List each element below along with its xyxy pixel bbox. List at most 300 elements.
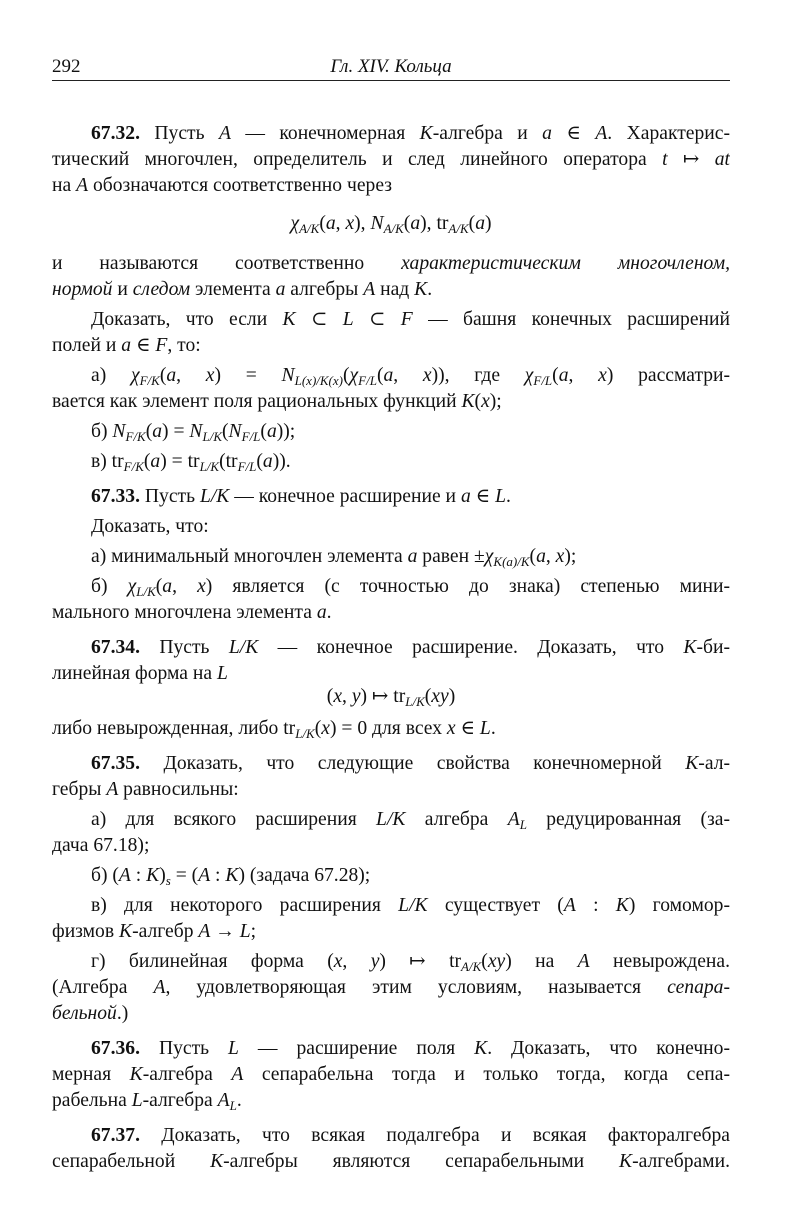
- italic-text: A: [106, 779, 119, 800]
- text-segment: ,: [342, 951, 371, 972]
- subscript: A/K: [383, 221, 404, 236]
- text-segment: , то:: [167, 335, 201, 356]
- text-segment: -би-: [696, 637, 730, 658]
- text-segment: →: [210, 921, 240, 942]
- text-segment: ) = 0 для всех: [329, 718, 447, 739]
- text-segment: Пусть: [139, 637, 229, 658]
- text-segment: :: [575, 895, 616, 916]
- text-segment: полей и: [52, 335, 122, 356]
- text-segment: ,: [393, 365, 423, 386]
- italic-text: a: [316, 602, 327, 623]
- display-formula: [52, 684, 730, 710]
- italic-text: a: [266, 421, 277, 442]
- italic-text: a: [558, 365, 569, 386]
- text-line: [52, 919, 730, 945]
- italic-text: N: [370, 213, 384, 234]
- item-paragraph: [52, 544, 730, 570]
- item-paragraph: [52, 807, 730, 859]
- problem-paragraph: [52, 635, 730, 742]
- italic-text: F: [400, 309, 413, 330]
- text-segment: Пусть: [139, 486, 200, 507]
- subscript: F/L: [533, 373, 553, 388]
- italic-text: a: [407, 546, 418, 567]
- subscript: L: [229, 1098, 237, 1113]
- text-segment: сепарабельной: [52, 1151, 211, 1172]
- italic-text: x: [333, 951, 343, 972]
- italic-text: t: [662, 149, 668, 170]
- text-segment: Доказать, что:: [91, 516, 209, 537]
- text-line: [52, 1001, 730, 1027]
- italic-text: L: [495, 486, 506, 507]
- text-segment: ) рассматри-: [606, 365, 730, 386]
- italic-text: a: [536, 546, 546, 567]
- text-segment: -алгебрами.: [632, 1151, 730, 1172]
- italic-text: A: [363, 279, 376, 300]
- text-segment: -алгебры являются сепарабельными: [223, 1151, 619, 1172]
- italic-text: K: [683, 637, 697, 658]
- item-paragraph: [52, 893, 730, 945]
- text-segment: (: [143, 451, 151, 472]
- text-segment: , удовлетворяющая этим условиям, называется: [165, 977, 668, 998]
- problem-number: 67.37.: [91, 1125, 140, 1146]
- text-line: [52, 600, 730, 626]
- text-line: [52, 484, 730, 510]
- subscript: L/K: [405, 694, 425, 709]
- italic-text: χ: [290, 213, 300, 234]
- text-segment: ): [159, 865, 166, 886]
- italic-text: A: [217, 1090, 230, 1111]
- text-segment: — башня конечных расширений: [412, 309, 730, 330]
- text-segment: — конечное расширение. Доказать, что: [258, 637, 684, 658]
- text-line: [52, 716, 730, 742]
- chapter-title: Гл. XIV. Кольца: [330, 56, 452, 77]
- text-segment: ,: [176, 365, 206, 386]
- text-segment: ,: [172, 576, 198, 597]
- italic-text: L: [216, 663, 228, 684]
- text-segment: б): [91, 576, 128, 597]
- text-segment: (tr: [219, 451, 238, 472]
- italic-text: K: [282, 309, 296, 330]
- italic-text: K: [619, 1151, 633, 1172]
- text-segment: .: [326, 602, 332, 623]
- display-formula: [52, 211, 730, 237]
- subscript: L/K: [136, 584, 156, 599]
- item-paragraph: [52, 419, 730, 445]
- italic-text: K: [129, 1064, 143, 1085]
- text-segment: мерная: [52, 1064, 130, 1085]
- text-segment: (: [260, 421, 267, 442]
- text-segment: равносильны:: [118, 779, 239, 800]
- text-segment: (: [474, 391, 482, 412]
- text-segment: .: [236, 1090, 242, 1111]
- text-segment: и называются соответственно: [52, 253, 402, 274]
- text-segment: тический многочлен, определитель и след линейного оператора: [52, 149, 663, 170]
- text-segment: .): [116, 1003, 129, 1024]
- text-segment: . Доказать, что конечно-: [487, 1038, 730, 1059]
- item-paragraph: [52, 863, 730, 889]
- text-segment: :: [130, 865, 147, 886]
- subscript: L: [519, 817, 527, 832]
- text-segment: ⊂: [295, 309, 343, 330]
- item-paragraph: [52, 307, 730, 359]
- text-segment: физмов: [52, 921, 119, 942]
- subscript: L/K: [199, 459, 220, 474]
- text-segment: -алгебра: [142, 1090, 218, 1111]
- italic-text: бельной: [52, 1003, 117, 1024]
- text-segment: ) является (с точностью до знака) степенью мини-: [205, 576, 730, 597]
- italic-text: χ: [484, 546, 494, 567]
- italic-text: L: [479, 718, 491, 739]
- subscript: F/L: [237, 459, 257, 474]
- italic-text: K: [146, 865, 160, 886]
- italic-text: L: [131, 1090, 143, 1111]
- italic-text: a: [150, 451, 161, 472]
- text-segment: ));: [276, 421, 296, 442]
- page-number: 292: [52, 56, 81, 77]
- item-paragraph: [52, 449, 730, 475]
- text-segment: ) =: [214, 365, 282, 386]
- text-segment: а): [91, 365, 131, 386]
- text-line: [52, 389, 730, 415]
- text-line: [52, 949, 730, 975]
- italic-text: K: [414, 279, 428, 300]
- italic-text: характеристическим многочленом,: [401, 253, 730, 274]
- italic-text: K: [461, 391, 475, 412]
- italic-text: L/K: [228, 637, 259, 658]
- text-segment: (: [326, 686, 334, 707]
- item-paragraph: [52, 574, 730, 626]
- text-segment: г) билинейная форма (: [91, 951, 334, 972]
- italic-text: A: [76, 175, 89, 196]
- item-paragraph: [52, 363, 730, 415]
- italic-text: K: [615, 895, 629, 916]
- text-segment: ;: [250, 921, 257, 942]
- italic-text: A: [231, 1064, 244, 1085]
- italic-text: A: [563, 895, 576, 916]
- text-segment: ): [448, 686, 456, 707]
- text-line: [52, 419, 730, 445]
- subscript: L/K: [202, 429, 223, 444]
- subscript: F/K: [125, 429, 146, 444]
- text-line: [52, 833, 730, 859]
- italic-text: a: [325, 213, 336, 234]
- italic-text: K: [210, 1151, 224, 1172]
- italic-text: y: [370, 951, 380, 972]
- italic-text: сепара-: [667, 977, 730, 998]
- problem-paragraph: [52, 1036, 730, 1114]
- italic-text: x: [598, 365, 607, 386]
- text-segment: существует (: [427, 895, 564, 916]
- text-segment: и: [112, 279, 133, 300]
- text-segment: равен ±: [417, 546, 485, 567]
- problem-number: 67.33.: [91, 486, 140, 507]
- text-segment: гебры: [52, 779, 107, 800]
- subscript: A/K: [461, 959, 482, 974]
- italic-text: a: [152, 421, 163, 442]
- text-segment: на: [52, 175, 77, 196]
- italic-text: χ: [127, 576, 137, 597]
- italic-text: x: [422, 365, 432, 386]
- text-segment: Доказать, что всякая подалгебра и всякая факторалгебра: [139, 1125, 730, 1146]
- text-segment: Пусть: [139, 1038, 229, 1059]
- text-segment: -алгебр: [132, 921, 199, 942]
- text-line: [52, 1036, 730, 1062]
- text-line: [52, 893, 730, 919]
- text-segment: ↦: [667, 149, 715, 170]
- text-segment: невырождена.: [589, 951, 730, 972]
- italic-text: A: [153, 977, 166, 998]
- italic-text: χ: [524, 365, 534, 386]
- italic-text: L: [228, 1038, 239, 1059]
- italic-text: a: [166, 365, 177, 386]
- text-segment: :: [210, 865, 226, 886]
- problem-number: 67.34.: [91, 637, 140, 658]
- italic-text: a: [262, 451, 273, 472]
- text-segment: Доказать, что если: [91, 309, 283, 330]
- text-segment: -ал-: [698, 753, 730, 774]
- text-segment: либо невырожденная, либо tr: [52, 718, 296, 739]
- subscript: F/K: [139, 373, 160, 388]
- italic-text: x: [446, 718, 456, 739]
- text-segment: а) для всякого расширения: [91, 809, 377, 830]
- text-segment: линейная форма на: [52, 663, 217, 684]
- text-segment: Пусть: [139, 123, 219, 144]
- italic-text: L/K: [376, 809, 406, 830]
- italic-text: a: [275, 279, 286, 300]
- italic-text: A: [218, 123, 231, 144]
- text-segment: (: [256, 451, 263, 472]
- italic-text: a: [475, 213, 485, 234]
- text-segment: б) (: [91, 865, 119, 886]
- italic-text: нормой: [52, 279, 113, 300]
- text-line: [52, 1123, 730, 1149]
- subscript: K(a)/K: [493, 554, 530, 569]
- text-segment: );: [564, 546, 577, 567]
- italic-text: L: [239, 921, 251, 942]
- italic-text: L/K: [398, 895, 428, 916]
- italic-text: x: [345, 213, 355, 234]
- text-line: [52, 574, 730, 600]
- italic-text: L: [342, 309, 354, 330]
- text-segment: б): [91, 421, 113, 442]
- text-segment: дача 67.18);: [52, 835, 150, 856]
- italic-text: A: [198, 921, 211, 942]
- item-paragraph: [52, 514, 730, 540]
- italic-text: a: [410, 213, 421, 234]
- text-line: [52, 1088, 730, 1114]
- italic-text: a: [460, 486, 471, 507]
- text-segment: сепарабельна тогда и только тогда, когда сепа-: [243, 1064, 730, 1085]
- text-segment: (: [155, 576, 163, 597]
- text-segment: обозначаются соответственно через: [88, 175, 393, 196]
- subscript: s: [165, 873, 171, 888]
- text-line: [52, 1149, 730, 1175]
- text-segment: ) ↦ tr: [379, 951, 462, 972]
- italic-text: L/K: [199, 486, 230, 507]
- italic-text: x: [205, 365, 215, 386]
- text-segment: ) гомомор-: [628, 895, 730, 916]
- text-segment: ∈: [131, 335, 156, 356]
- text-segment: (: [424, 686, 432, 707]
- italic-text: a: [121, 335, 132, 356]
- italic-text: A: [507, 809, 520, 830]
- problem-paragraph: [52, 1123, 730, 1175]
- text-segment: .: [490, 718, 496, 739]
- subscript: F/L: [241, 429, 261, 444]
- text-segment: ,: [545, 546, 556, 567]
- problem-paragraph: [52, 121, 730, 303]
- text-segment: — конечномерная: [230, 123, 420, 144]
- text-line: [52, 1062, 730, 1088]
- text-line: [52, 863, 730, 889]
- text-line: [52, 449, 730, 475]
- problem-number: 67.32.: [91, 123, 140, 144]
- text-line: [52, 147, 730, 173]
- text-segment: ,: [342, 686, 352, 707]
- text-segment: ∈: [455, 718, 480, 739]
- problem-number: 67.35.: [91, 753, 140, 774]
- page-body: [52, 121, 730, 1175]
- text-segment: ) =: [162, 421, 190, 442]
- text-segment: ,: [335, 213, 346, 234]
- text-line: [52, 333, 730, 359]
- italic-text: K: [419, 123, 433, 144]
- text-segment: ) на: [505, 951, 578, 972]
- text-segment: Доказать, что следующие свойства конечномерной: [139, 753, 686, 774]
- italic-text: N: [228, 421, 242, 442]
- text-segment: ) = tr: [160, 451, 200, 472]
- italic-text: at: [714, 149, 730, 170]
- text-segment: (: [468, 213, 476, 234]
- subscript: A/K: [448, 221, 469, 236]
- text-segment: алгебры: [285, 279, 364, 300]
- text-segment: мального многочлена элемента: [52, 602, 317, 623]
- problem-number: 67.36.: [91, 1038, 140, 1059]
- text-segment: .: [427, 279, 433, 300]
- text-segment: (Алгебра: [52, 977, 154, 998]
- text-segment: (: [319, 213, 326, 234]
- text-line: [52, 751, 730, 777]
- text-line: [52, 121, 730, 147]
- italic-text: следом: [132, 279, 191, 300]
- text-segment: — расширение поля: [238, 1038, 475, 1059]
- subscript: A/K: [299, 221, 320, 236]
- italic-text: K: [474, 1038, 488, 1059]
- italic-text: xy: [431, 686, 449, 707]
- text-segment: (: [222, 421, 229, 442]
- text-segment: — конечное расширение и: [229, 486, 461, 507]
- text-segment: над: [375, 279, 415, 300]
- text-line: [52, 173, 730, 199]
- text-line: [52, 307, 730, 333]
- italic-text: A: [198, 865, 211, 886]
- text-segment: (: [403, 213, 411, 234]
- text-segment: = (: [170, 865, 199, 886]
- text-segment: ∈: [470, 486, 496, 507]
- text-segment: рабельна: [52, 1090, 132, 1111]
- text-segment: )), где: [431, 365, 525, 386]
- running-header: [52, 54, 730, 81]
- text-segment: -алгебра: [142, 1064, 232, 1085]
- subscript: L/K: [295, 726, 315, 741]
- text-segment: (: [342, 365, 350, 386]
- text-segment: (: [481, 951, 488, 972]
- text-segment: ) ↦ tr: [360, 686, 406, 707]
- text-segment: (: [145, 421, 153, 442]
- text-segment: ⊂: [353, 309, 401, 330]
- text-segment: (: [552, 365, 559, 386]
- text-segment: ) (задача 67.28);: [238, 865, 371, 886]
- text-segment: );: [489, 391, 502, 412]
- item-paragraph: [52, 949, 730, 1027]
- text-segment: )).: [272, 451, 291, 472]
- text-segment: редуцированная (за-: [526, 809, 730, 830]
- text-segment: алгебра: [405, 809, 508, 830]
- text-segment: вается как элемент поля рациональных функций: [52, 391, 462, 412]
- problem-paragraph: [52, 751, 730, 803]
- italic-text: A: [595, 123, 608, 144]
- italic-text: a: [383, 365, 394, 386]
- italic-text: χ: [349, 365, 359, 386]
- problem-paragraph: [52, 484, 730, 510]
- italic-text: K: [225, 865, 239, 886]
- italic-text: N: [112, 421, 126, 442]
- text-line: [52, 975, 730, 1001]
- text-segment: .: [505, 486, 511, 507]
- text-segment: ),: [354, 213, 371, 234]
- subscript: F/K: [123, 459, 144, 474]
- text-line: [52, 363, 730, 389]
- text-line: [52, 514, 730, 540]
- text-segment: в) tr: [91, 451, 124, 472]
- text-segment: а) минимальный многочлен элемента: [91, 546, 408, 567]
- text-line: [52, 251, 730, 277]
- italic-text: A: [118, 865, 131, 886]
- text-segment: ,: [568, 365, 599, 386]
- text-segment: . Характерис-: [607, 123, 730, 144]
- italic-text: N: [189, 421, 203, 442]
- italic-text: χ: [130, 365, 140, 386]
- text-segment: ): [484, 213, 492, 234]
- italic-text: xy: [487, 951, 506, 972]
- text-segment: (: [159, 365, 167, 386]
- subscript: F/L: [358, 373, 377, 388]
- text-segment: ), tr: [420, 213, 449, 234]
- text-segment: -алгебра и: [432, 123, 543, 144]
- italic-text: A: [577, 951, 590, 972]
- text-line: [52, 777, 730, 803]
- text-segment: (: [314, 718, 322, 739]
- text-segment: (: [376, 365, 384, 386]
- text-line: [52, 635, 730, 661]
- text-segment: элемента: [190, 279, 276, 300]
- text-line: [52, 277, 730, 303]
- subscript: L(x)/K(x): [294, 373, 343, 388]
- italic-text: N: [281, 365, 295, 386]
- italic-text: x: [197, 576, 206, 597]
- text-line: [52, 807, 730, 833]
- text-segment: в) для некоторого расширения: [91, 895, 399, 916]
- italic-text: K: [685, 753, 699, 774]
- italic-text: x: [555, 546, 565, 567]
- italic-text: a: [162, 576, 173, 597]
- text-segment: ∈: [551, 123, 596, 144]
- italic-text: y: [351, 686, 361, 707]
- italic-text: F: [155, 335, 168, 356]
- italic-text: x: [481, 391, 490, 412]
- text-segment: (: [529, 546, 537, 567]
- italic-text: a: [542, 123, 552, 144]
